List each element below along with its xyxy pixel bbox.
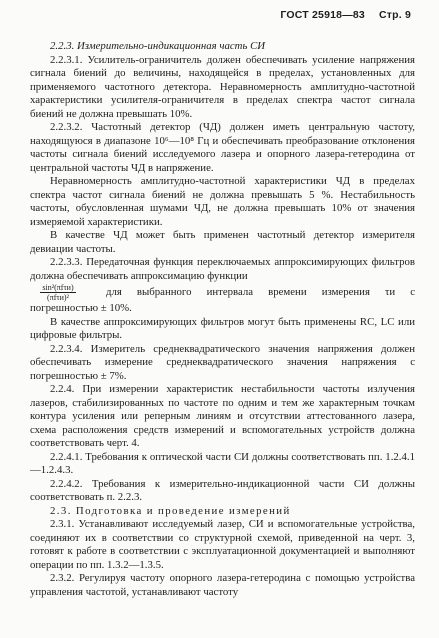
section-heading-2-3: 2.3. Подготовка и проведение измерений	[50, 504, 291, 517]
fraction	[30, 283, 86, 302]
standard-number: ГОСТ 25918—83	[280, 9, 365, 21]
document-body	[30, 40, 415, 599]
fraction-denominator: (πfτи)²	[47, 293, 69, 302]
paragraph-2-2-4: 2.2.4. При измерении характеристик нестабильности частоты излучения лазеров, стабилизированных по частоте по одним и тем же характерным точкам контура усиления или реперным линиям и отсутствии аттестованного лазера, схема расположения средств измерений и вспомогательных устройств должна соответствовать черт. 4.	[30, 383, 415, 449]
page-header	[280, 9, 411, 21]
paragraph-fd-nonuniformity: Неравномерность амплитудно-частотной характеристики ЧД в пределах спектра частот сигнала биений не должна превышать 5 %. Нестабильность частоты, обусловленная шумами ЧД, не должна превышать 10% от значения измеряемой характеристики.	[30, 175, 415, 228]
paragraph-2-2-3-1: 2.2.3.1. Усилитель-ограничитель должен обеспечивать усиление напряжения сигнала биений до величины, находящейся в пределах, установленных для применяемого частотного детектора. Неравномерность амплитудно-частотной характеристики усилителя-ограничителя в пределах спектра частот сигнала биений не должна превышать 10%.	[30, 53, 415, 120]
paragraph-2-2-3-3: 2.2.3.3. Передаточная функция переключаемых аппроксимирующих фильтров должна обеспечивать аппроксимацию функции	[30, 256, 415, 282]
paragraph-2-2-3-4: 2.2.3.4. Измеритель среднеквадратического значения напряжения должен обеспечивать измерение среднеквадратического значения напряжения с погрешностью ± 7%.	[30, 342, 415, 382]
paragraph-filters: В качестве аппроксимирующих фильтров могут быть применены RC, LC или цифровые фильтры.	[30, 315, 415, 341]
paragraph-fd-deviation: В качестве ЧД может быть применен частотный детектор измерителя девиации частоты.	[30, 229, 415, 255]
page-number: Стр. 9	[378, 9, 411, 21]
paragraph-2-2-4-1: 2.2.4.1. Требования к оптической части СИ должны соответствовать пп. 1.2.4.1—1.2.4.3.	[30, 450, 415, 476]
paragraph-2-2-3-2: 2.2.3.2. Частотный детектор (ЧД) должен иметь центральную частоту, находящуюся в диапазоне 10⁶—10⁸ Гц и обеспечивать преобразование отклонения частоты сигнала биений исследуемого лазера и опорного лазера-гетеродина от центральной частоты ЧД в напряжение.	[30, 121, 415, 174]
formula-trailing-text: для выбранного интервала времени измерения τи с	[106, 285, 415, 298]
section-heading-2-2-3: 2.2.3. Измерительно-индикационная часть СИ	[50, 40, 266, 52]
paragraph-2-3-2: 2.3.2. Регулируя частоту опорного лазера-гетеродина с помощью устройства управления частотой, устанавливают частоту	[30, 572, 415, 598]
paragraph-2-3-1: 2.3.1. Устанавливают исследуемый лазер, СИ и вспомогательные устройства, соединяют их в соответствии со структурной схемой, приведенной на черт. 3, готовят к работе в соответствии с эксплуатационной документацией и выполняют операции по пп. 1.3.2—1.3.5.	[30, 518, 415, 571]
fraction-numerator: sin²(πfτи)	[42, 283, 74, 292]
paragraph-2-2-4-2: 2.2.4.2. Требования к измерительно-индикационной части СИ должны соответствовать п. 2.2.3.	[30, 477, 415, 503]
transfer-function-formula	[30, 283, 415, 302]
paragraph-accuracy: погрешностью ± 10%.	[30, 302, 132, 314]
